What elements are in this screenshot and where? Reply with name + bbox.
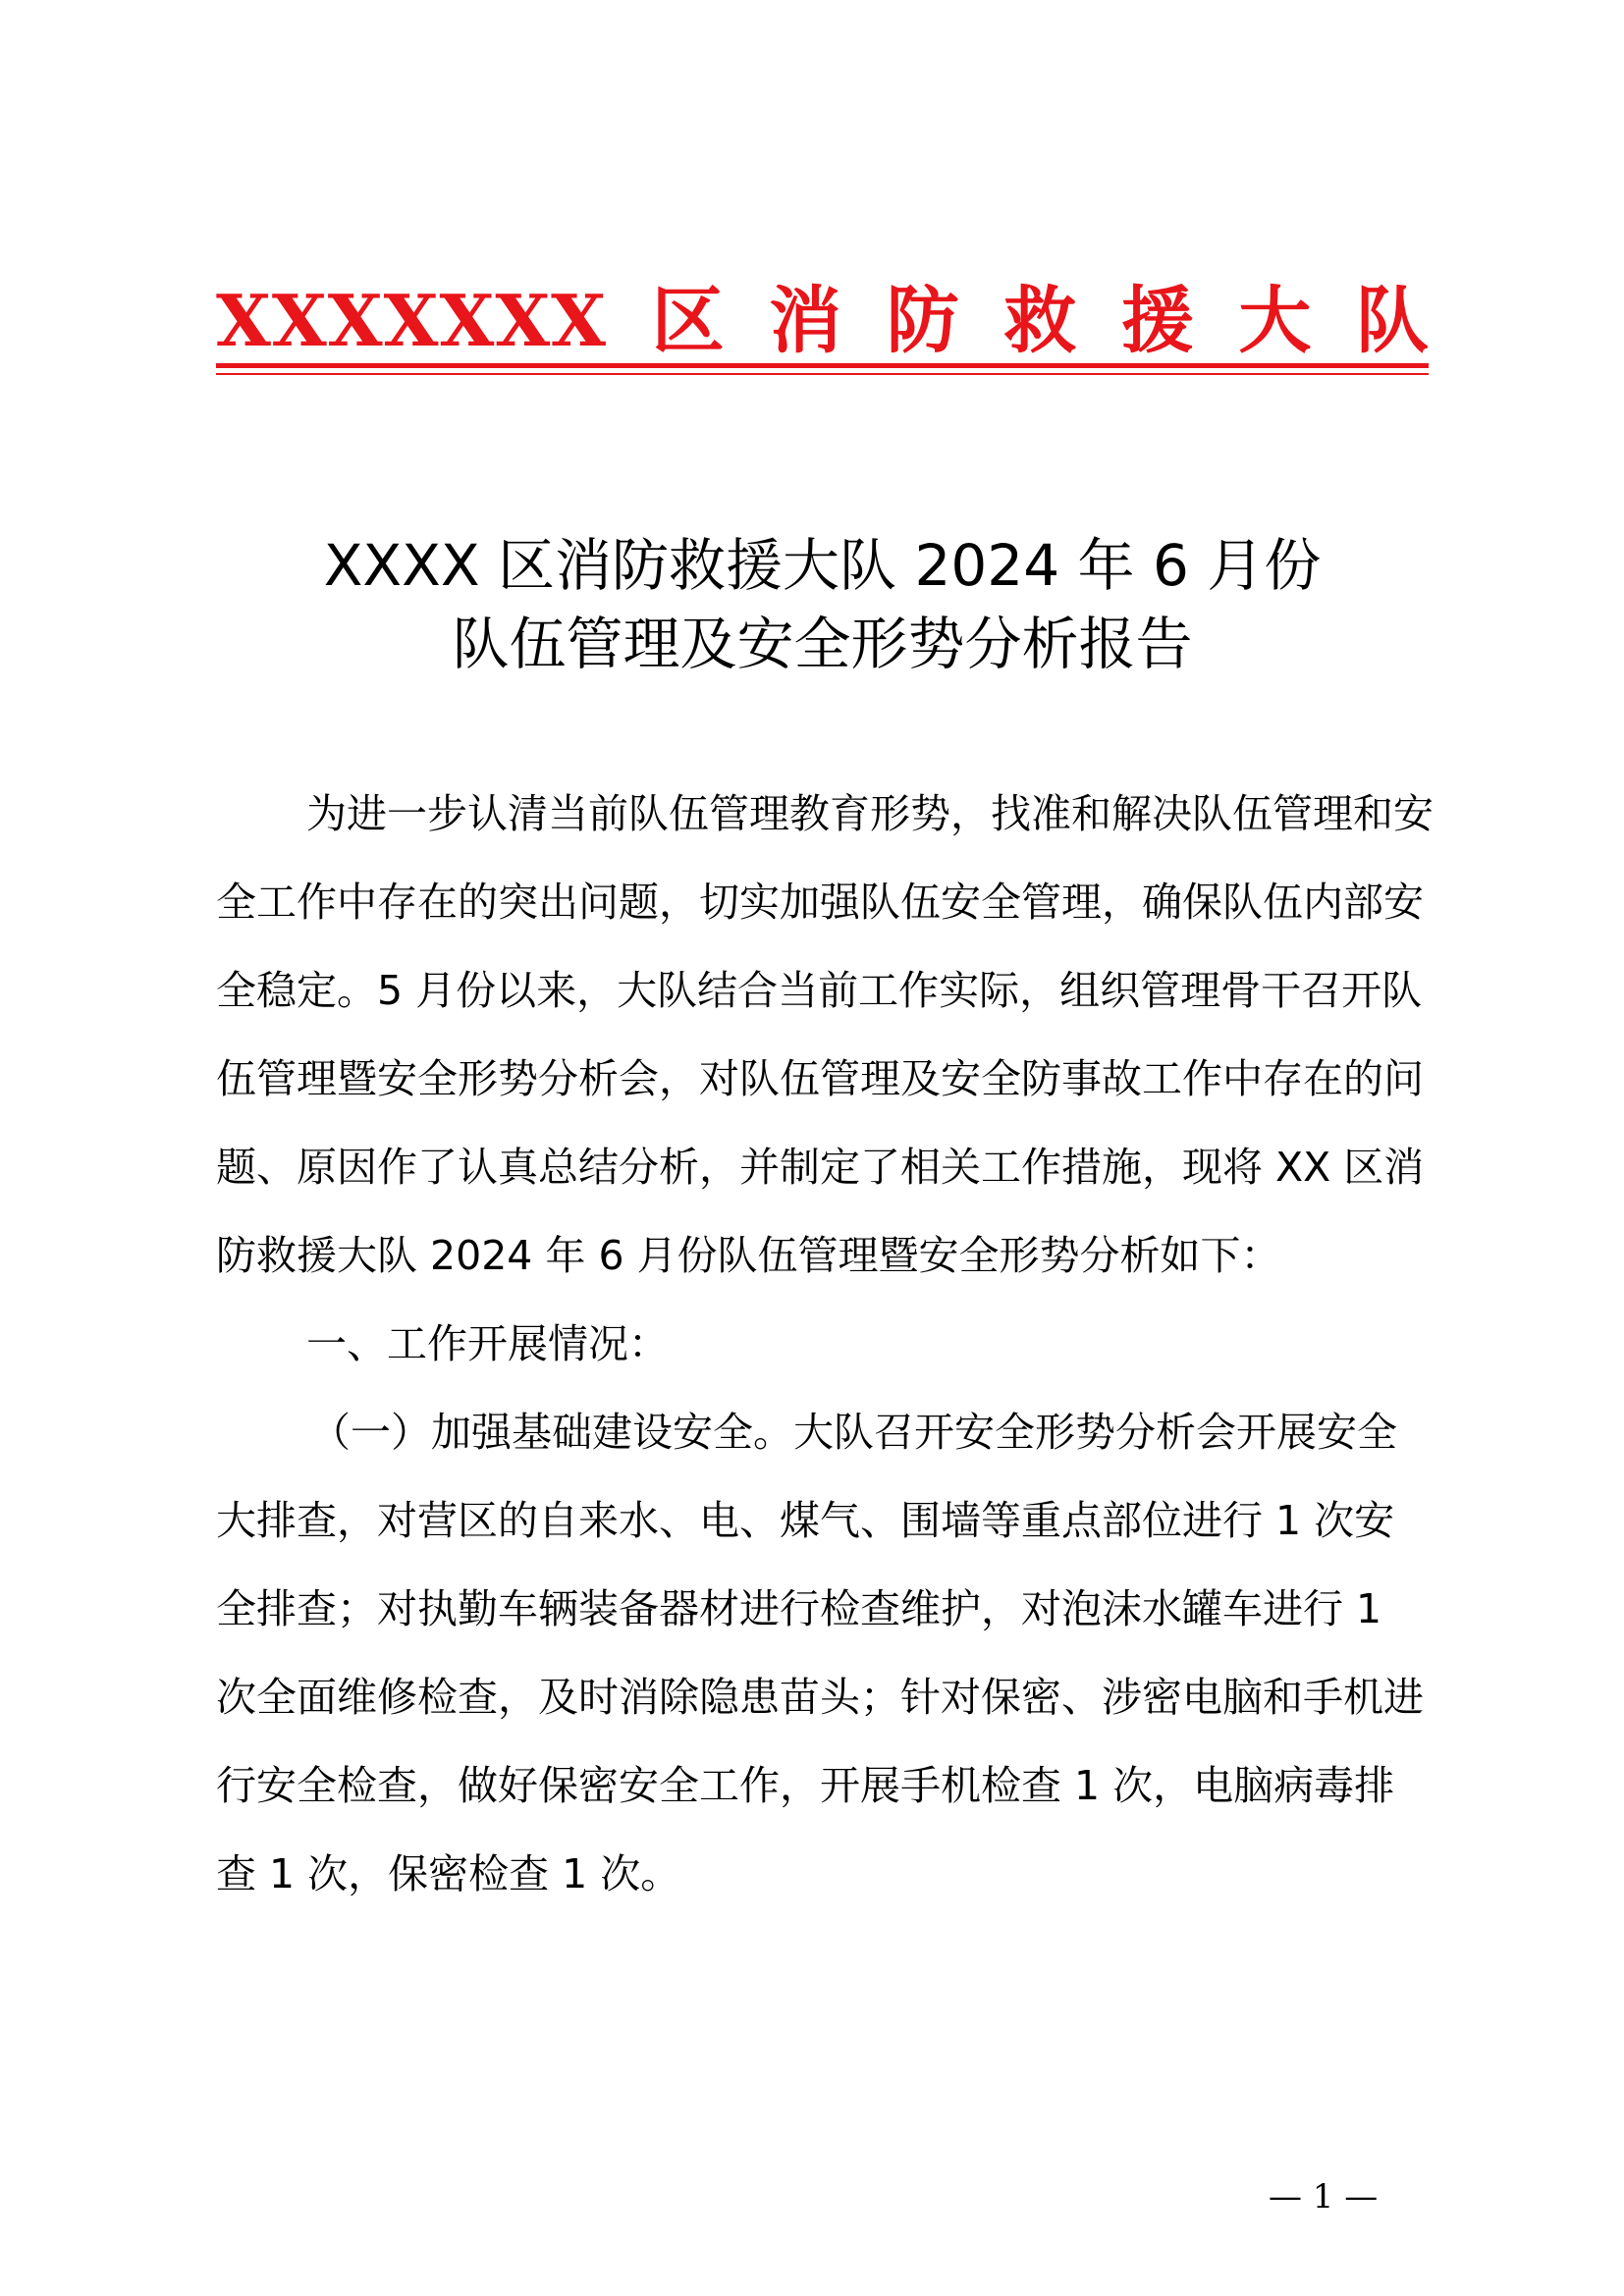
header-char: 大 bbox=[1238, 279, 1312, 363]
title-line-2: 队伍管理及安全形势分析报告 bbox=[452, 611, 1193, 677]
header-char: 队 bbox=[1355, 279, 1429, 363]
section-item-paragraph: （一）加强基础建设安全。大队召开安全形势分析会开展安全大排查，对营区的自来水、电、煤气、围墙等重点部位进行 1 次安全排查；对执勤车辆装备器材进行检查维护，对泡沫水罐车进行 1 次全面维修检查，及时消除隐患苗头；针对保密、涉密电脑和手机进行安全检查，做好保密安全工作，开展手机检查 1 次，电脑病毒排查 1 次，保密检查 1 次。 bbox=[216, 1409, 1424, 1897]
intro-paragraph: 为进一步认清当前队伍管理教育形势，找准和解决队伍管理和安全工作中存在的突出问题，切实加强队伍安全管理，确保队伍内部安全稳定。5 月份以来，大队结合当前工作实际，组织管理骨干召开队伍管理暨安全形势分析会，对队伍管理及安全防事故工作中存在的问题、原因作了认真总结分析，并制定了相关工作措施，现将 XX 区消防救援大队 2024 年 6 月份队伍管理暨安全形势分析如下： bbox=[216, 790, 1434, 1279]
header-divider-thin bbox=[216, 373, 1429, 375]
title-line-1: XXXX 区消防救援大队 2024 年 6 月份 bbox=[323, 532, 1322, 599]
document-body bbox=[216, 770, 1434, 1918]
red-header-org-name bbox=[216, 281, 1429, 361]
page-number: — 1 — bbox=[1269, 2177, 1379, 2216]
header-char: 援 bbox=[1120, 279, 1194, 363]
header-org-prefix: XXXXXXX bbox=[216, 279, 608, 362]
header-char: 消 bbox=[769, 279, 842, 363]
section-heading: 一、工作开展情况： bbox=[306, 1320, 669, 1367]
header-char: 救 bbox=[1003, 279, 1077, 363]
document-title bbox=[216, 526, 1429, 683]
header-char: 区 bbox=[651, 279, 725, 363]
header-divider-thick bbox=[216, 363, 1429, 368]
header-char: 防 bbox=[886, 279, 959, 363]
